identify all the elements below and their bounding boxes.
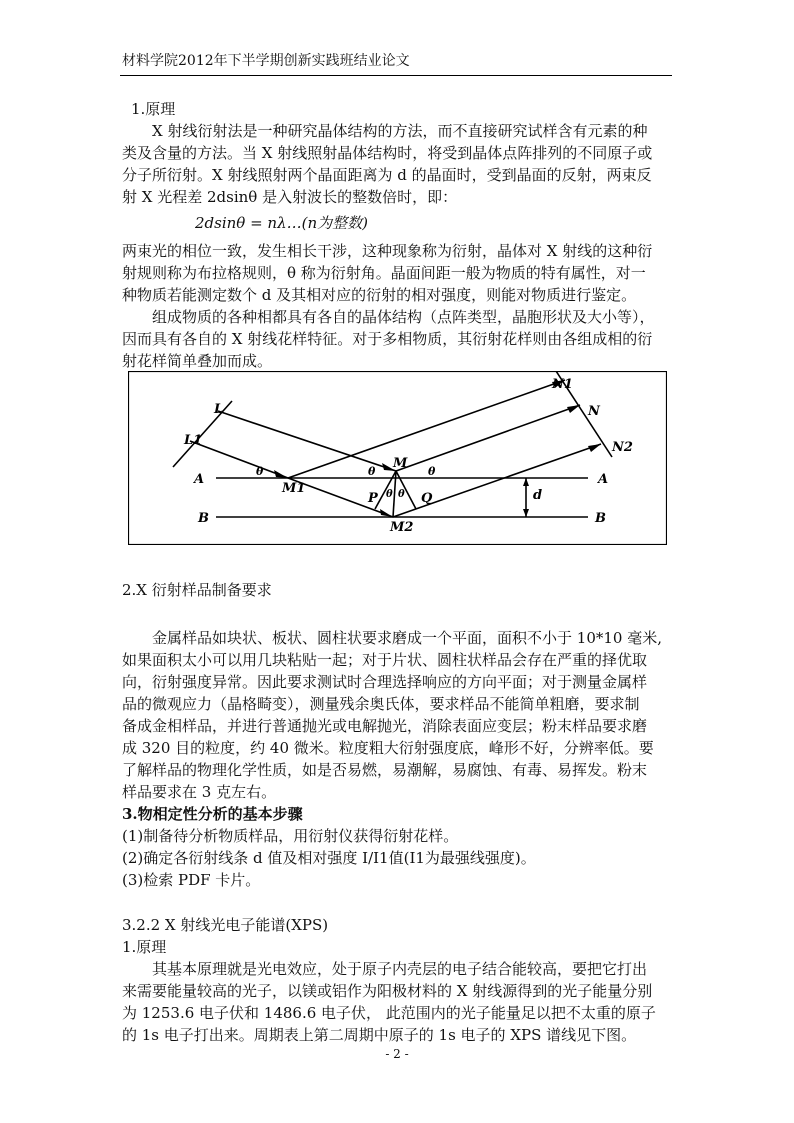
section-heading: 3.2.2 X 射线光电子能谱(XPS) xyxy=(122,916,329,934)
section-heading: 3.物相定性分析的基本步骤 xyxy=(122,805,303,823)
subsection-heading: 1.原理 xyxy=(122,938,167,956)
label-N: N xyxy=(588,404,600,419)
paragraph-line: 来需要能量较高的光子，以镁或铝作为阳极材料的 X 射线源得到的光子能量分别 xyxy=(122,982,653,1000)
paragraph-line: 射花样简单叠加而成。 xyxy=(122,352,273,370)
label-N1: N1 xyxy=(552,377,573,392)
label-Q: Q xyxy=(421,491,433,506)
step-item: (2)确定各衍射线条 d 值及相对强度 I/I1值(I1为最强线强度)。 xyxy=(122,849,536,867)
bragg-formula: 2dsinθ = nλ…(n为整数) xyxy=(195,214,368,232)
label-theta: θ xyxy=(368,465,376,478)
page-number: - 2 - xyxy=(385,1047,409,1061)
paragraph-line: 品的微观应力（晶格畸变），测量残余奥氏体，要求样品不能简单粗磨，要求制 xyxy=(122,695,640,713)
label-A-left: A xyxy=(194,472,205,487)
paragraph-line: 备成金相样品，并进行普通抛光或电解抛光，消除表面应变层；粉末样品要求磨 xyxy=(122,717,648,735)
paragraph-line: 的 1s 电子打出来。周期表上第二周期中原子的 1s 电子的 XPS 谱线见下图。 xyxy=(122,1026,637,1044)
step-item: (1)制备待分析物质样品，用衍射仪获得衍射花样。 xyxy=(122,827,459,845)
header-rule xyxy=(120,75,672,76)
paragraph-line: 射 X 光程差 2dsinθ 是入射波长的整数倍时，即： xyxy=(122,188,458,206)
label-B-right: B xyxy=(595,511,606,526)
label-M1: M1 xyxy=(282,481,306,496)
paragraph-line: 成 320 目的粒度，约 40 微米。粒度粗大衍射强度底，峰形不好，分辨率低。要 xyxy=(122,739,654,757)
label-theta: θ xyxy=(398,489,405,500)
paragraph-line: 射规则称为布拉格规则，θ 称为衍射角。晶面间距一般为物质的特有属性，对一 xyxy=(122,264,646,282)
label-L: L xyxy=(214,402,224,417)
paragraph-line: 为 1253.6 电子伏和 1486.6 电子伏， 此范围内的光子能量足以把不太重的原子 xyxy=(122,1004,656,1022)
label-N2: N2 xyxy=(612,440,633,455)
paragraph-line: 分子所衍射。X 射线照射两个晶面距离为 d 的晶面时，受到晶面的反射，两束反 xyxy=(122,166,652,184)
label-theta: θ xyxy=(386,489,393,500)
paragraph-line: 组成物质的各种相都具有各自的晶体结构（点阵类型，晶胞形状及大小等）， xyxy=(152,308,655,326)
paragraph-line: 样品要求在 3 克左右。 xyxy=(122,783,277,801)
label-M2: M2 xyxy=(390,520,414,535)
paragraph-line: 如果面积太小可以用几块粘贴一起；对于片状、圆柱状样品会存在严重的择优取 xyxy=(122,651,648,669)
paragraph-line: 向，衍射强度异常。因此要求测试时合理选择响应的方向平面；对于测量金属样 xyxy=(122,673,648,691)
paragraph-line: 类及含量的方法。当 X 射线照射晶体结构时，将受到晶体点阵排列的不同原子或 xyxy=(122,144,653,162)
paragraph-line: 其基本原理就是光电效应，处于原子内壳层的电子结合能较高，要把它打出 xyxy=(152,960,648,978)
step-item: (3)检索 PDF 卡片。 xyxy=(122,871,261,889)
section-heading: 2.X 衍射样品制备要求 xyxy=(122,581,272,599)
section-heading: 1.原理 xyxy=(131,100,176,118)
bragg-diffraction-figure xyxy=(128,371,667,545)
label-L1: L1 xyxy=(184,433,203,448)
label-B-left: B xyxy=(198,511,209,526)
paragraph-line: X 射线衍射法是一种研究晶体结构的方法，而不直接研究试样含有元素的种 xyxy=(152,122,648,140)
paragraph-line: 了解样品的物理化学性质，如是否易燃，易潮解，易腐蚀、有毒、易挥发。粉末 xyxy=(122,761,648,779)
label-P: P xyxy=(368,491,378,506)
paragraph-line: 两束光的相位一致，发生相长干涉，这种现象称为衍射，晶体对 X 射线的这种衍 xyxy=(122,242,653,260)
label-theta: θ xyxy=(428,465,436,478)
paragraph-line: 因而具有各自的 X 射线花样特征。对于多相物质，其衍射花样则由各组成相的衍 xyxy=(122,330,653,348)
paragraph-line: 金属样品如块状、板状、圆柱状要求磨成一个平面，面积不小于 10*10 毫米, xyxy=(152,629,662,647)
label-theta: θ xyxy=(256,465,264,478)
header-title: 材料学院2012年下半学期创新实践班结业论文 xyxy=(122,53,410,69)
label-M: M xyxy=(393,456,408,471)
label-A-right: A xyxy=(598,472,609,487)
label-d: d xyxy=(533,488,543,503)
paragraph-line: 种物质若能测定数个 d 及其相对应的衍射的相对强度，则能对物质进行鉴定。 xyxy=(122,286,637,304)
